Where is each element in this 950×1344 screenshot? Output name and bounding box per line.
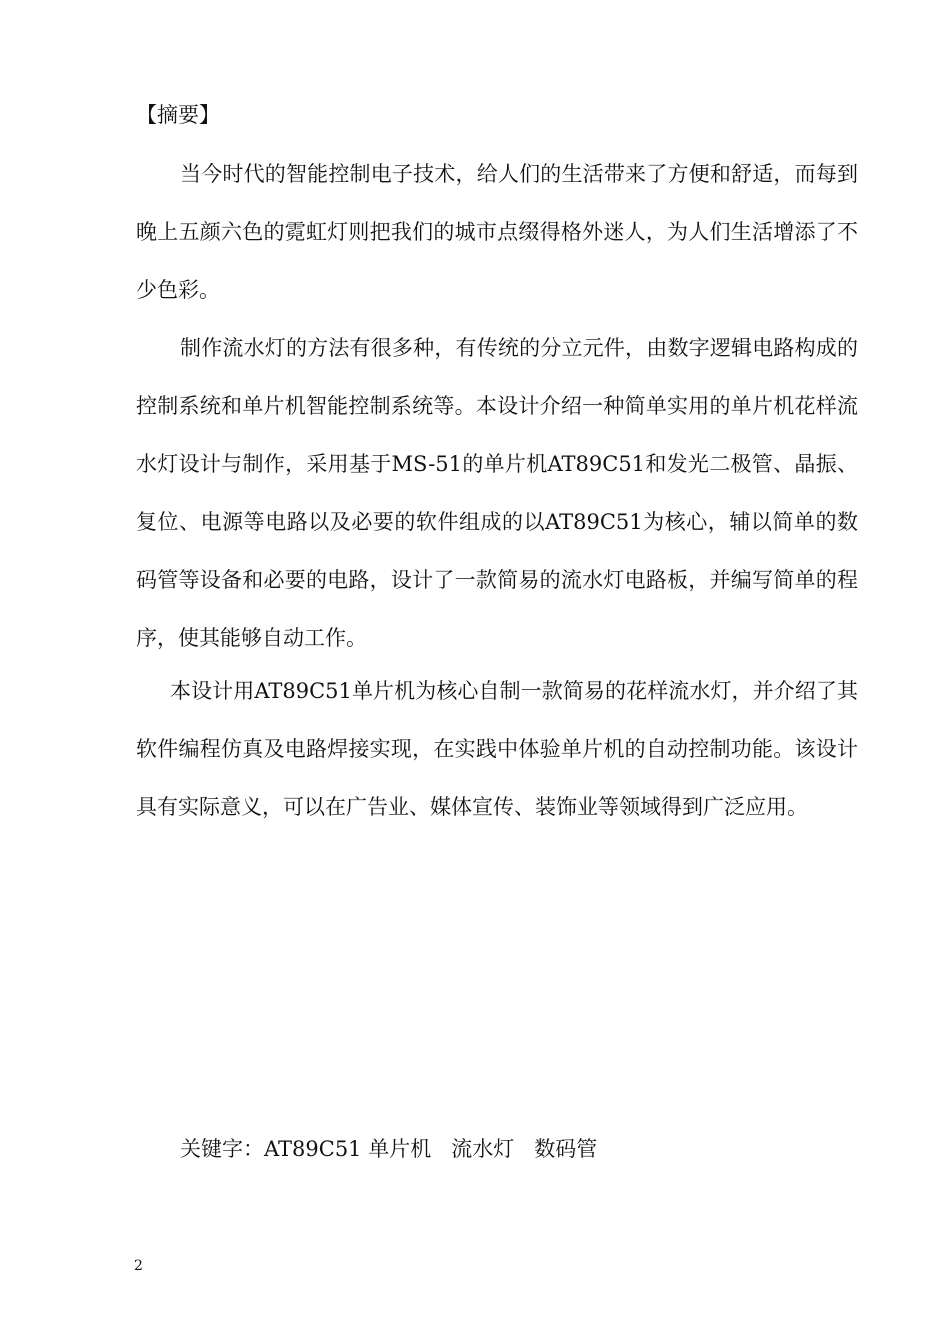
abstract-heading: 【摘要】: [136, 103, 220, 127]
abstract-paragraph-1: 当今时代的智能控制电子技术，给人们的生活带来了方便和舒适，而每到晚上五颜六色的霓虹灯则把我们的城市点缀得格外迷人，为人们生活增添了不少色彩。: [136, 162, 858, 302]
page-number: 2: [134, 1258, 143, 1274]
abstract-paragraph-3: 本设计用AT89C51单片机为核心自制一款简易的花样流水灯，并介绍了其软件编程仿真及电路焊接实现，在实践中体验单片机的自动控制功能。该设计具有实际意义，可以在广告业、媒体宣传、装饰业等领域得到广泛应用。: [136, 679, 858, 819]
abstract-paragraph-2: 制作流水灯的方法有很多种，有传统的分立元件，由数字逻辑电路构成的控制系统和单片机智能控制系统等。本设计介绍一种简单实用的单片机花样流水灯设计与制作，采用基于MS-51的单片机AT89C51和发光二极管、晶振、复位、电源等电路以及必要的软件组成的以AT89C51为核心，辅以简单的数码管等设备和必要的电路，设计了一款简易的流水灯电路板，并编写简单的程序，使其能够自动工作。: [136, 336, 858, 650]
keywords-line: 关键字：AT89C51 单片机 流水灯 数码管: [180, 1137, 598, 1161]
